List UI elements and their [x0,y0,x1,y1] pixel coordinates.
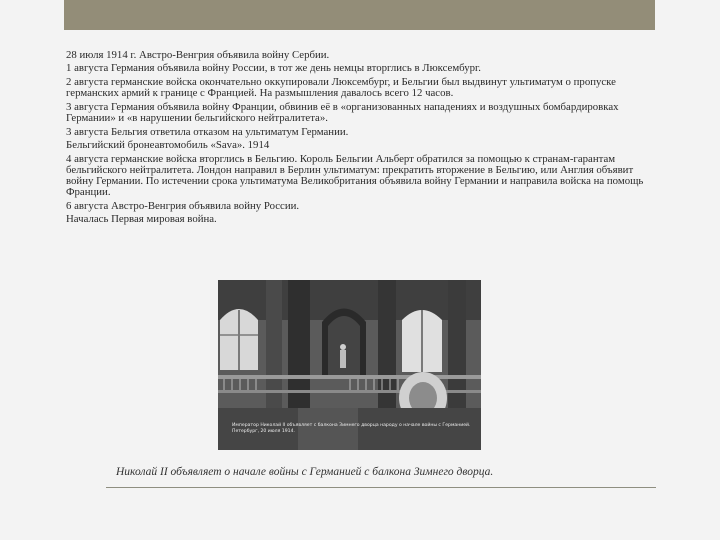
paragraph-5: 3 августа Бельгия ответила отказом на ультиматум Германии. [66,125,349,138]
paragraph-9: Началась Первая мировая война. [66,213,217,226]
paragraph-2: 1 августа Германия объявила войну России, в тот же день немцы вторглись в Люксембург. [66,62,481,75]
winter-palace-balcony-photo [218,280,481,450]
top-accent-bar [64,0,655,30]
paragraph-3: 2 августа германские войска окончательно оккупировали Люксембург, и Бельгии был выдвинут ультиматум о пропуске германских армий к границе с Францией. На размышления давалось всего 12 часов. [66,75,616,100]
paragraph-7: 4 августа германские войска вторглись в Бельгию. Король Бельгии Альберт обратился за помощью к странам-гарантам бельгийского нейтралитета. Лондон направил в Берлин ультиматум: прекратить вторжение в Бельгию, или Англия объявит войну Германии. По истечении срока ультиматума Великобритания объявила войну Германии и направила войска на помощь Франции. [66,152,644,199]
paragraph-8: 6 августа Австро-Венгрия объявила войну России. [66,199,300,212]
paragraph-1: 28 июля 1914 г. Австро-Венгрия объявила войну Сербии. [66,49,330,61]
bottom-divider [106,487,656,488]
text-content [66,50,648,228]
figure-caption: Николай II объявляет о начале войны с Германией с балкона Зимнего дворца. [116,466,494,478]
photo-inline-caption: Император Николай II объявляет с балкона Зимнего дворца народу о начале войны с Германией. Петербург, 20 июля 1914. [232,423,471,434]
paragraph-6: Бельгийский бронеавтомобиль «Sava». 1914 [66,139,270,152]
paragraph-4: 3 августа Германия объявила войну Франции, обвинив её в «организованных нападениях и воздушных бомбардировках Германии» и «в нарушении бельгийского нейтралитета». [66,100,619,125]
